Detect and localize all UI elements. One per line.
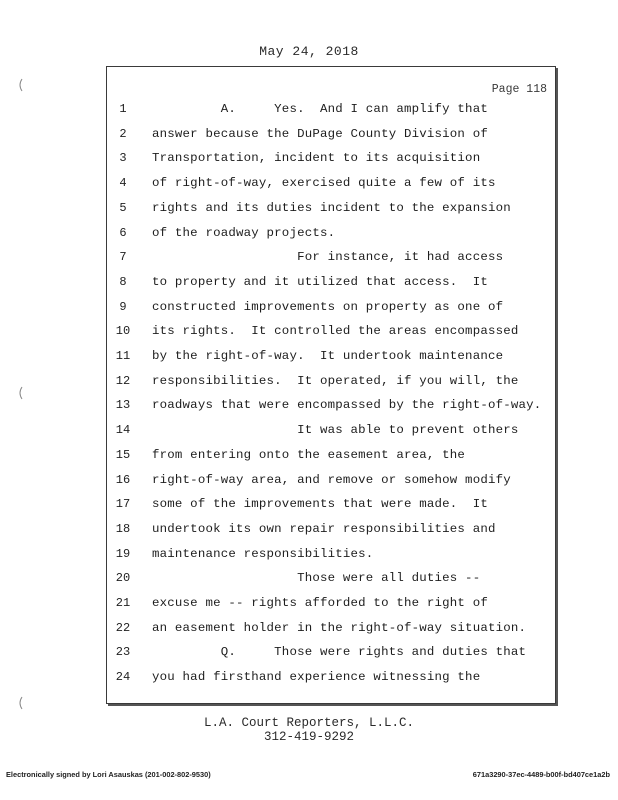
line-number: 12	[115, 373, 131, 388]
line-number: 22	[115, 620, 131, 635]
line-number: 14	[115, 423, 131, 438]
line-number: 2	[119, 126, 127, 141]
line-text: constructed improvements on property as one of	[152, 299, 504, 314]
line-number: 18	[115, 521, 131, 536]
footer-reporter-block	[0, 716, 618, 744]
line-text: answer because the DuPage County Division of	[152, 126, 488, 141]
line-number: 19	[115, 546, 131, 561]
line-text: an easement holder in the right-of-way situation.	[152, 620, 527, 635]
transcript-line	[0, 547, 618, 571]
line-number: 16	[115, 472, 131, 487]
transcript-line	[0, 324, 618, 348]
document-hash-id: 671a3290-37ec-4489-b00f-bd407ce1a2b	[472, 770, 610, 779]
court-reporter-name: L.A. Court Reporters, L.L.C.	[203, 716, 415, 730]
line-text: excuse me -- rights afforded to the right of	[152, 596, 488, 610]
line-text: its rights. It controlled the areas encompassed	[152, 324, 519, 339]
line-number: 21	[115, 596, 131, 610]
line-text: from entering onto the easement area, the	[152, 447, 466, 462]
line-text: you had firsthand experience witnessing the	[152, 670, 481, 685]
line-number: 10	[115, 324, 131, 339]
line-text: undertook its own repair responsibilities and	[152, 521, 496, 536]
line-text: by the right-of-way. It undertook maintenance	[152, 349, 504, 363]
line-number: 4	[119, 176, 127, 191]
transcript-line	[0, 176, 618, 200]
line-number: 5	[119, 200, 127, 215]
line-number: 13	[115, 398, 131, 413]
transcript-line	[0, 398, 618, 422]
line-number: 3	[119, 151, 127, 166]
transcript-line	[0, 151, 618, 175]
transcript-line	[0, 226, 618, 250]
line-number: 11	[115, 349, 131, 363]
transcript-line	[0, 201, 618, 225]
transcript-line	[0, 473, 618, 497]
line-number: 6	[119, 225, 127, 240]
line-number: 23	[115, 645, 131, 660]
scan-mark-icon	[16, 696, 24, 710]
line-number: 15	[115, 447, 131, 462]
line-text: Those were all duties --	[152, 571, 481, 586]
transcript-line	[0, 522, 618, 546]
line-text: to property and it utilized that access. It	[152, 274, 488, 289]
transcript-line	[0, 250, 618, 274]
line-text: maintenance responsibilities.	[152, 546, 374, 561]
transcript-line	[0, 497, 618, 521]
transcript-line	[0, 670, 618, 694]
line-text: For instance, it had access	[152, 250, 504, 265]
transcript-line	[0, 127, 618, 151]
transcript-line	[0, 621, 618, 645]
line-text: of the roadway projects.	[152, 225, 336, 240]
line-text: responsibilities. It operated, if you will, the	[152, 373, 519, 388]
line-number: 24	[115, 670, 131, 685]
transcript-line	[0, 645, 618, 669]
transcript-line	[0, 349, 618, 373]
line-text: right-of-way area, and remove or somehow modify	[152, 472, 511, 487]
scan-mark-icon	[16, 386, 24, 400]
line-text: of right-of-way, exercised quite a few of its	[152, 176, 496, 191]
line-number: 7	[119, 250, 127, 265]
transcript-line	[0, 448, 618, 472]
transcript-line	[0, 423, 618, 447]
line-number: 8	[119, 274, 127, 289]
electronic-signature-note: Electronically signed by Lori Asauskas (201-002-802-9530)	[6, 770, 211, 779]
line-text: roadways that were encompassed by the right-of-way.	[152, 398, 542, 413]
line-text: some of the improvements that were made. It	[152, 497, 488, 512]
line-text: rights and its duties incident to the expansion	[152, 200, 511, 215]
line-number: 9	[119, 299, 127, 314]
court-reporter-phone: 312-419-9292	[263, 730, 354, 744]
line-text: Transportation, incident to its acquisition	[152, 151, 481, 166]
line-number: 17	[115, 497, 131, 512]
transcript-line	[0, 596, 618, 620]
line-text: Q. Those were rights and duties that	[152, 645, 527, 660]
line-text: A. Yes. And I can amplify that	[152, 102, 488, 116]
line-text: It was able to prevent others	[152, 423, 519, 438]
scan-mark-icon	[16, 78, 24, 92]
transcript-line	[0, 300, 618, 324]
page-number-label: Page 118	[491, 83, 547, 96]
transcript-line	[0, 571, 618, 595]
line-number: 1	[119, 102, 127, 116]
header-date: May 24, 2018	[259, 44, 359, 59]
transcript-line	[0, 275, 618, 299]
line-number: 20	[115, 571, 131, 586]
transcript-line	[0, 374, 618, 398]
transcript-line	[0, 102, 618, 126]
